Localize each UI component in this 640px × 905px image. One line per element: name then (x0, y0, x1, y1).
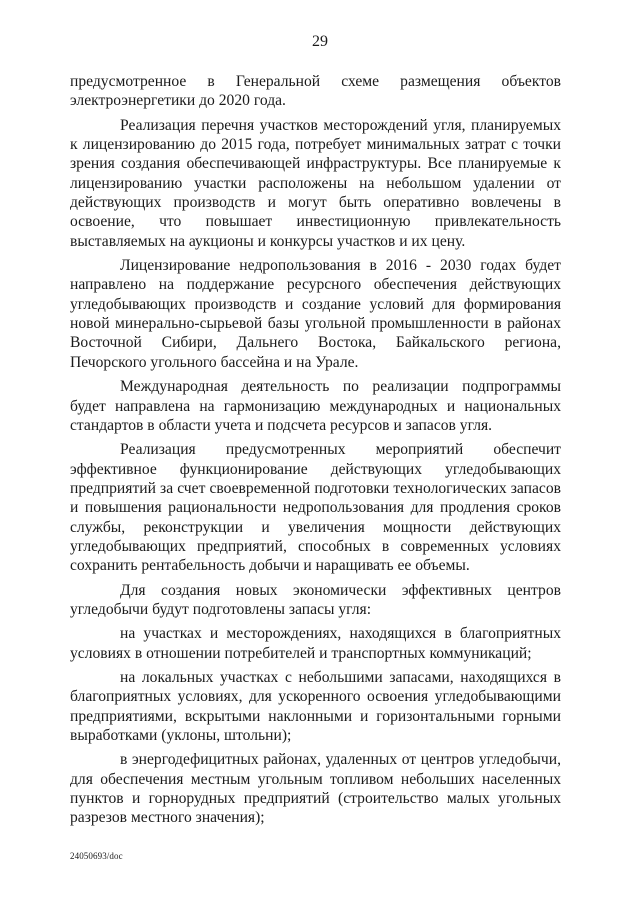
paragraph-continuation: предусмотренное в Генеральной схеме размещения объектов электроэнергетики до 2020 года. (70, 73, 561, 110)
paragraph: Реализация перечня участков месторождений угля, планируемых к лицензированию до 2015 года, потребует минимальных затрат с точки зрения создания обеспечивающей инфраструктуры. Все планируемые к лицензированию участки расположены на небольшом удалении от действующих производств и могут быть оперативно вовлечены в освоение, что повышает инвестиционную привлекательность выставляемых на аукционы и конкурсы участков и их цену. (70, 116, 561, 250)
list-paragraph: на участках и месторождениях, находящихся в благоприятных условиях в отношении потребителей и транспортных коммуникаций; (70, 625, 561, 662)
page-number: 29 (312, 33, 328, 50)
list-paragraph: на локальных участках с небольшими запасами, находящихся в благоприятных условиях, для ускоренного освоения угледобывающими предприятиями, вскрытыми наклонными и горизонтальными горными выработками (уклоны, штольни); (70, 668, 561, 744)
list-paragraph: в энергодефицитных районах, удаленных от центров угледобычи, для обеспечения местным угольным топливом небольших населенных пунктов и горнорудных предприятий (строительство малых угольных разрезов местного значения); (70, 751, 561, 827)
document-footer-code: 24050693/doc (70, 851, 123, 861)
paragraph: Реализация предусмотренных мероприятий обеспечит эффективное функционирование действующих угледобывающих предприятий за счет своевременной подготовки технологических запасов и повышения рациональности недропользования для продления сроков службы, реконструкции и увеличения мощности действующих угледобывающих предприятий, способных в современных условиях сохранить рентабельность добычи и наращивать ее объемы. (70, 441, 561, 575)
paragraph: Международная деятельность по реализации подпрограммы будет направлена на гармонизацию международных и национальных стандартов в области учета и подсчета ресурсов и запасов угля. (70, 378, 561, 434)
document-body (70, 72, 561, 833)
paragraph: Для создания новых экономически эффективных центров угледобычи будут подготовлены запасы угля: (70, 581, 561, 618)
paragraph: Лицензирование недропользования в 2016 - 2030 годах будет направлено на поддержание ресурсного обеспечения действующих угледобывающих производств и создание условий для формирования новой минерально-сырьевой базы угольной промышленности в районах Восточной Сибири, Дальнего Востока, Байкальского региона, Печорского угольного бассейна и на Урале. (70, 257, 561, 371)
